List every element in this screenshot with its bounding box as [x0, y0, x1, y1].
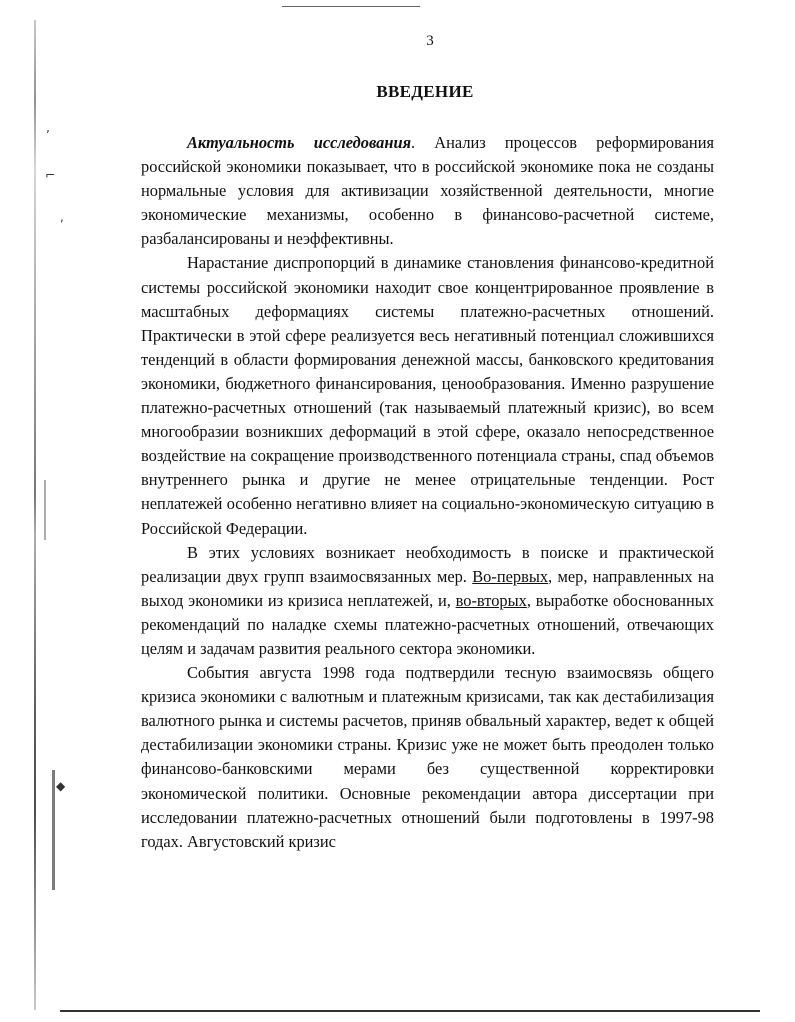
paragraph-august-1998: События августа 1998 года подтвердили тесную взаимосвязь общего кризиса экономики с валютным и платежным кризисами, так как дестабилизация валютного рынка и системы расчетов, приняв обвальный характер, ведет к общей дестабилизации экономики страны. Кризис уже не может быть преодолен только финансово-банковскими мерами без существенной корректировки экономической политики. Основные рекомендации автора диссертации при исследовании платежно-расчетных отношений были подготовлены в 1997-98 годах. Августовский кризис [141, 663, 714, 851]
scan-speck: ʼ [46, 128, 50, 142]
scan-bottom-rule [60, 1010, 760, 1012]
paragraph-measures: В этих условиях возникает необходимость в поиске и практической реализации двух групп взаимосвязанных мер. Во-первых, мер, направленных на выход экономики из кризиса неплатежей, и, во-вторых, выработке обоснованных рекомендаций по наладке схемы платежно-расчетных отношений, отвечающих целям и задачам развития реального сектора экономики. [141, 542, 714, 658]
page-title: ВВЕДЕНИЕ [376, 82, 474, 101]
underlined-second: во-вторых [455, 590, 527, 610]
paragraph-disproportions: Нарастание диспропорций в динамике становления финансово-кредитной системы российской экономики находит свое концентрированное проявление в масштабных деформациях системы платежно-расчетных отношений. Практически в этой сфере реализуется весь негативный потенциал сложившихся тенденций в области формирования денежной массы, банковского кредитования экономики, бюджетного финансирования, ценообразования. Именно разрушение платежно-расчетных отношений (так называемый платежный кризис), во всем многообразии возникших деформаций в этой сфере, оказало непосредственное воздействие на сокращение производственного потенциала страны, спад объемов внутреннего рынка и другие не менее отрицательные тенденции. Рост неплатежей особенно негативно влияет на социально-экономическую ситуацию в Российской Федерации. [141, 253, 714, 538]
scan-top-rule [282, 6, 420, 7]
page-number: 3 [426, 33, 434, 49]
scan-speck: ⌐ [45, 168, 56, 182]
document-body [141, 131, 714, 854]
scan-binding-edge [34, 20, 36, 1010]
paragraph-text: . Анализ процессов реформирования российской экономики показывает, что в российской экономике пока не созданы нормальные условия для активизации хозяйственной деятельности, многие экономические механизмы, особенно в финансово-расчетной системе, разбалансированы и неэффективны. [141, 133, 715, 249]
scan-binding-edge-mark [44, 480, 46, 540]
paragraph-relevance [141, 131, 714, 251]
scan-binding-edge-mark [52, 770, 55, 890]
paragraph-lead: Актуальность исследования [187, 133, 412, 152]
underlined-first: Во-первых [472, 566, 549, 586]
scan-speck: , [60, 210, 64, 224]
scan-speck: ◆ [56, 779, 66, 793]
